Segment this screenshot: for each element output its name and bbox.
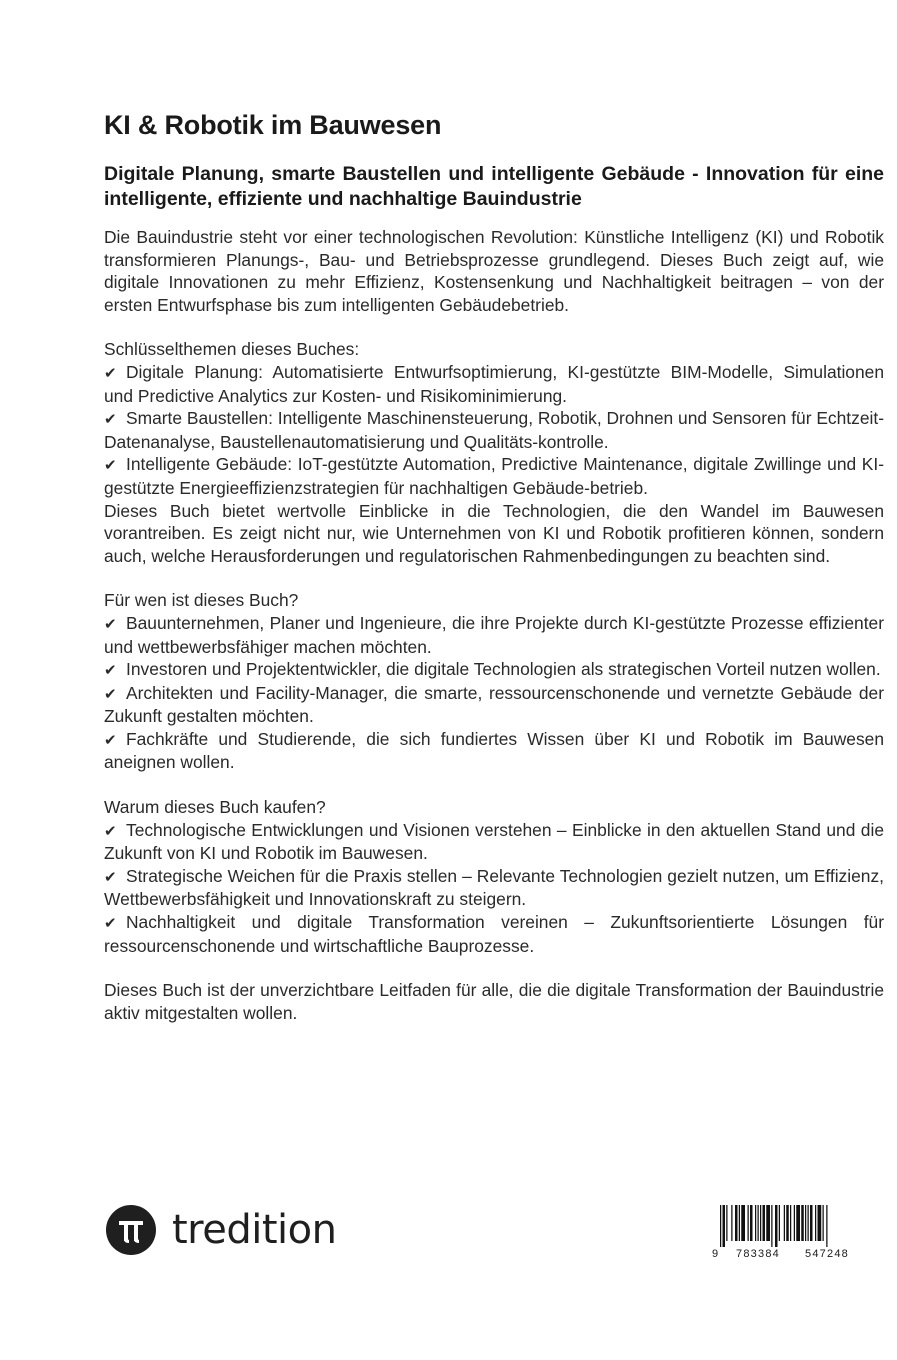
barcode-bar [763, 1205, 766, 1241]
barcode-bar [771, 1205, 772, 1247]
barcode-bar [794, 1205, 795, 1241]
checkmark-icon: ✔ [104, 914, 117, 933]
barcode-bar [818, 1205, 822, 1241]
checkmark-icon: ✔ [104, 410, 117, 429]
barcode-bar [731, 1205, 732, 1241]
list-item-text: Fachkräfte und Studierende, die sich fundiertes Wissen über KI und Robotik im Bauwesen aneignen wollen. [104, 728, 884, 773]
barcode-bar [810, 1205, 813, 1241]
barcode-bar [786, 1205, 789, 1241]
book-subtitle: Digitale Planung, smarte Baustellen und intelligente Gebäude - Innovation für eine intelligente, effiziente und nachhaltige Bauindustrie [104, 163, 884, 210]
list-item-text: Strategische Weichen für die Praxis stellen – Relevante Technologien gezielt nutzen, um Effizienz, Wettbewerbsfähigkeit und Innovationskraft zu steigern. [104, 865, 884, 910]
barcode-right-digits: 547248 [805, 1248, 849, 1260]
list-item [104, 453, 884, 499]
barcode-bar [826, 1205, 827, 1247]
barcode-bars [712, 1205, 872, 1247]
audience-heading: Für wen ist dieses Buch? [104, 590, 299, 611]
barcode-bar [808, 1205, 809, 1241]
list-item [104, 682, 884, 728]
list-item [104, 819, 884, 865]
key-topics-section [104, 338, 884, 499]
key-topics-heading: Schlüsselthemen dieses Buches: [104, 339, 360, 360]
barcode-bar [815, 1205, 816, 1241]
barcode-bar [784, 1205, 785, 1241]
why-buy-section [104, 796, 884, 957]
checkmark-icon: ✔ [104, 730, 117, 749]
insight-paragraph: Dieses Buch bietet wertvolle Einblicke in die Technologien, die den Wandel im Bauwesen vorantreiben. Es zeigt nicht nur, wie Unternehmen von KI und Robotik profitieren können, sondern auch, welche Herausforderungen und regulatorischen Rahmenbedingungen zu beachten sind. [104, 500, 884, 566]
list-item-text: Intelligente Gebäude: IoT-gestützte Automation, Predictive Maintenance, digitale Zwillinge und KI-gestützte Energieeffizienzstrategien für nachhaltigen Gebäude-betrieb. [104, 454, 884, 498]
back-cover-text [104, 108, 884, 1024]
barcode-bar [720, 1205, 721, 1247]
list-item [104, 911, 884, 957]
isbn-barcode [712, 1205, 872, 1260]
checkmark-icon: ✔ [104, 363, 117, 382]
barcode-bar [735, 1205, 738, 1241]
barcode-bar [741, 1205, 745, 1241]
list-item-text: Digitale Planung: Automatisierte Entwurfsoptimierung, KI-gestützte BIM-Modelle, Simulationen und Predictive Analytics zur Kosten- und Risikominimierung. [104, 361, 884, 406]
barcode-bar [766, 1205, 770, 1241]
barcode-bar [823, 1205, 824, 1241]
barcode-bar [760, 1205, 761, 1241]
barcode-bar [796, 1205, 800, 1241]
publisher-logo [106, 1205, 336, 1255]
barcode-bar [755, 1205, 756, 1241]
list-item [104, 407, 884, 453]
tredition-logo-icon [106, 1205, 156, 1255]
checkmark-icon: ✔ [104, 661, 117, 680]
barcode-bar [758, 1205, 759, 1241]
checkmark-icon: ✔ [104, 456, 117, 475]
list-item [104, 658, 884, 682]
list-item-text: Architekten und Facility-Manager, die smarte, ressourcenschonende und vernetzte Gebäude der Zukunft gestalten möchten. [104, 682, 884, 727]
list-item [104, 361, 884, 407]
book-title: KI & Robotik im Bauwesen [104, 110, 442, 140]
checkmark-icon: ✔ [104, 821, 117, 840]
list-item [104, 612, 884, 658]
checkmark-icon: ✔ [104, 867, 117, 886]
publisher-name: tredition [172, 1207, 337, 1253]
list-item-text: Technologische Entwicklungen und Visionen verstehen – Einblicke in den aktuellen Stand und die Zukunft von KI und Robotik im Bauwesen. [104, 819, 884, 864]
barcode-first-digit: 9 [712, 1248, 719, 1260]
barcode-bar [801, 1205, 804, 1241]
checkmark-icon: ✔ [104, 614, 117, 633]
barcode-left-digits: 783384 [736, 1248, 780, 1260]
list-item [104, 728, 884, 774]
barcode-digits [712, 1248, 872, 1260]
checkmark-icon: ✔ [104, 684, 117, 703]
barcode-bar [750, 1205, 753, 1241]
barcode-bar [805, 1205, 806, 1241]
list-item-text: Bauunternehmen, Planer und Ingenieure, die ihre Projekte durch KI-gestützte Prozesse effizienter und wettbewerbsfähiger machen möchten. [104, 612, 884, 657]
why-buy-heading: Warum dieses Buch kaufen? [104, 797, 326, 818]
audience-section [104, 589, 884, 774]
list-item-text: Investoren und Projektentwickler, die digitale Technologien als strategischen Vorteil nutzen wollen. [126, 659, 881, 680]
closing-paragraph: Dieses Buch ist der unverzichtbare Leitfaden für alle, die die digitale Transformation der Bauindustrie aktiv mitgestalten wollen. [104, 980, 884, 1023]
list-item-text: Smarte Baustellen: Intelligente Maschinensteuerung, Robotik, Drohnen und Sensoren für Echtzeit-Datenanalyse, Baustellenautomatisierung und Qualitäts-kontrolle. [104, 408, 884, 452]
barcode-bar [748, 1205, 749, 1241]
intro-paragraph: Die Bauindustrie steht vor einer technologischen Revolution: Künstliche Intelligenz (KI) und Robotik transformieren Planungs-, Bau- und Betriebsprozesse grundlegend. Dieses Buch zeigt auf, wie digitale Innovationen zu mehr Effizienz, Kostensenkung und Nachhaltigkeit beitragen – von der ersten Entwurfsphase bis zum intelligenten Gebäudebetrieb. [104, 227, 884, 315]
barcode-bar [779, 1205, 780, 1241]
barcode-bar [726, 1205, 727, 1241]
list-item-text: Nachhaltigkeit und digitale Transformation vereinen – Zukunftsorientierte Lösungen für ressourcenschonende und wirtschaftliche Bauprozesse. [104, 912, 884, 956]
barcode-bar [723, 1205, 726, 1247]
barcode-bar [775, 1205, 778, 1247]
barcode-bar [739, 1205, 740, 1241]
list-item [104, 865, 884, 911]
barcode-bar [790, 1205, 791, 1241]
